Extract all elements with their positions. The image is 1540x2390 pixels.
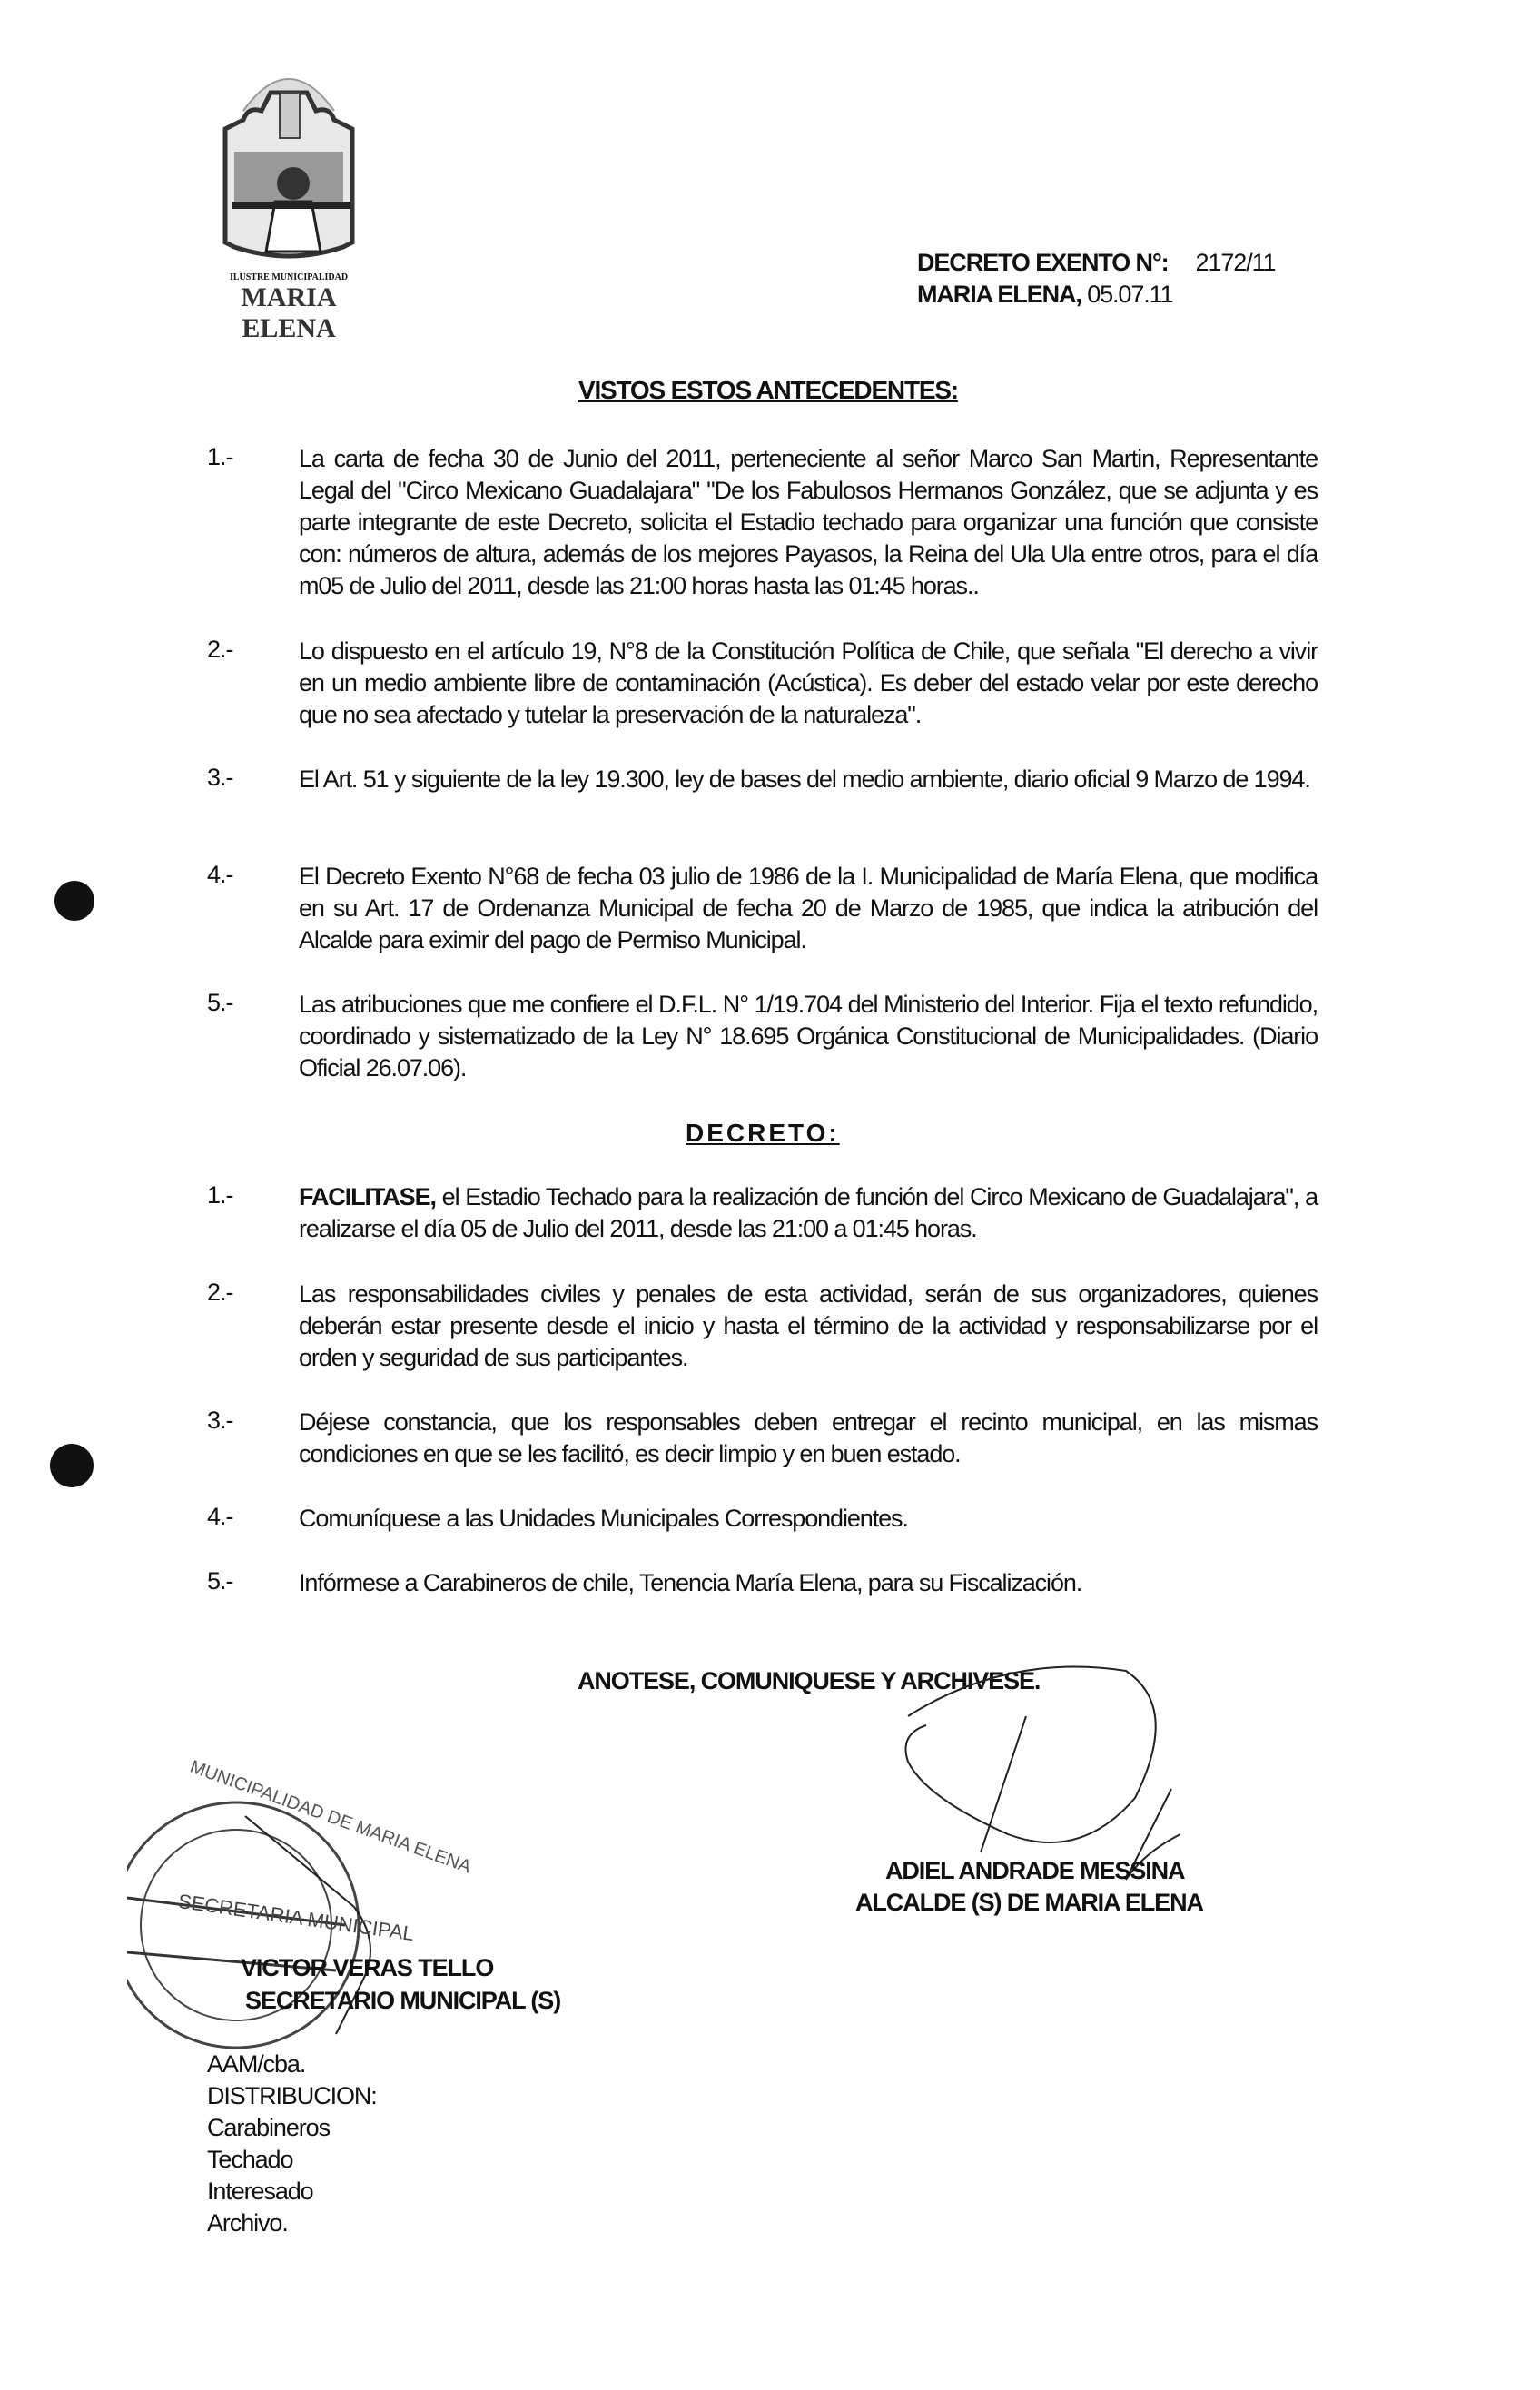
municipality-logo xyxy=(207,56,370,344)
distribution-block xyxy=(207,2049,377,2239)
decree-number: 2172/11 xyxy=(1195,249,1276,276)
vistos-item-text: Las atribuciones que me confiere el D.F.L. N° 1/19.704 del Ministerio del Interior. Fija el texto refundido, coordinado y sistematizado de la Ley N° 18.695 Orgánica Constitucional de Municipalidades. (Diario Oficial 26.07.06). xyxy=(299,991,1318,1081)
secretary-title: SECRETARIO MUNICIPAL (S) xyxy=(245,1987,561,2014)
distribution-item: Carabineros xyxy=(207,2114,330,2141)
decreto-item-lead: FACILITASE, xyxy=(299,1183,436,1210)
secretary-name: VICTOR VERAS TELLO xyxy=(241,1954,494,1981)
punch-hole xyxy=(54,881,94,921)
decree-header xyxy=(917,247,1275,311)
decreto-item-text: Infórmese a Carabineros de chile, Tenencia María Elena, para su Fiscalización. xyxy=(299,1569,1082,1596)
stamp-ring-text: MUNICIPALIDAD DE MARIA ELENA xyxy=(187,1756,474,1878)
closing-formula: ANOTESE, COMUNIQUESE Y ARCHIVESE. xyxy=(578,1667,1041,1694)
vistos-item-number: 2.- xyxy=(207,636,233,663)
decreto-heading: DECRETO: xyxy=(686,1119,840,1147)
vistos-heading: VISTOS ESTOS ANTECEDENTES: xyxy=(578,376,958,404)
vistos-item-text: El Decreto Exento N°68 de fecha 03 julio de 1986 de la I. Municipalidad de María Elena, que modifica en su Art. 17 de Ordenanza Municipal de fecha 20 de Marzo de 1985, que indica la atribución del Alcalde para eximir del pago de Permiso Municipal. xyxy=(299,863,1318,953)
vistos-item-number: 4.- xyxy=(207,861,233,888)
decreto-item-body: el Estadio Techado para la realización de función del Circo Mexicano de Guadalajara", a realizarse el día 05 de Julio del 2011, desde las 21:00 a 01:45 horas. xyxy=(299,1183,1318,1242)
decreto-item-number: 1.- xyxy=(207,1181,233,1209)
place-label: MARIA ELENA, xyxy=(917,281,1081,308)
decreto-item-text: Comuníquese a las Unidades Municipales Correspondientes. xyxy=(299,1505,908,1532)
decreto-item-number: 4.- xyxy=(207,1503,233,1530)
distribution-item: Archivo. xyxy=(207,2209,288,2237)
logo-title: MARIA ELENA xyxy=(241,282,337,343)
logo-subtitle: ILUSTRE MUNICIPALIDAD xyxy=(229,272,349,282)
decreto-item-text xyxy=(299,1181,1318,1245)
distribution-label: DISTRIBUCION: xyxy=(207,2082,377,2109)
decreto-item-text: Déjese constancia, que los responsables deben entregar el recinto municipal, en las mismas condiciones en que se les facilitó, es decir limpio y en buen estado. xyxy=(299,1408,1318,1467)
vistos-item-number: 3.- xyxy=(207,764,233,791)
mayor-name: ADIEL ANDRADE MESSINA xyxy=(885,1857,1185,1884)
vistos-item-number: 1.- xyxy=(207,443,233,470)
distribution-item: Interesado xyxy=(207,2178,313,2205)
punch-hole xyxy=(50,1444,94,1487)
vistos-item-text: La carta de fecha 30 de Junio del 2011, perteneciente al señor Marco San Martin, Representante Legal del "Circo Mexicano Guadalajara" "De los Fabulosos Hermanos González, que se adjunta y es parte integrante de este Decreto, solicita el Estadio techado para organizar una función que consiste con: números de altura, además de los mejores Payasos, la Reina del Ula Ula entre otros, para el día m05 de Julio del 2011, desde las 21:00 horas hasta las 01:45 horas.. xyxy=(299,445,1318,599)
decreto-item-text: Las responsabilidades civiles y penales de esta actividad, serán de sus organizadores, quienes deberán estar presente desde el inicio y hasta el término de la actividad y responsabilizarse por el orden y seguridad de sus participantes. xyxy=(299,1280,1318,1371)
mayor-title: ALCALDE (S) DE MARIA ELENA xyxy=(855,1889,1203,1916)
vistos-item-number: 5.- xyxy=(207,989,233,1016)
stamp-center-text: SECRETARIA MUNICIPAL xyxy=(176,1889,416,1946)
vistos-item-text: Lo dispuesto en el artículo 19, N°8 de la Constitución Política de Chile, que señala "El derecho a vivir en un medio ambiente libre de contaminación (Acústica). Es deber del estado velar por este derecho que no sea afectado y tutelar la preservación de la naturaleza". xyxy=(299,637,1318,728)
decreto-item-number: 3.- xyxy=(207,1407,233,1434)
decree-label: DECRETO EXENTO N°: xyxy=(917,249,1169,276)
initials: AAM/cba. xyxy=(207,2050,306,2078)
decreto-item-number: 2.- xyxy=(207,1279,233,1306)
vistos-item-text: El Art. 51 y siguiente de la ley 19.300, ley de bases del medio ambiente, diario oficial 9 Marzo de 1994. xyxy=(299,765,1310,793)
decree-date: 05.07.11 xyxy=(1087,281,1173,308)
coat-of-arms-icon xyxy=(207,56,370,261)
decreto-item-number: 5.- xyxy=(207,1567,233,1595)
mayor-signature-icon xyxy=(872,1653,1217,1889)
distribution-item: Techado xyxy=(207,2146,293,2173)
